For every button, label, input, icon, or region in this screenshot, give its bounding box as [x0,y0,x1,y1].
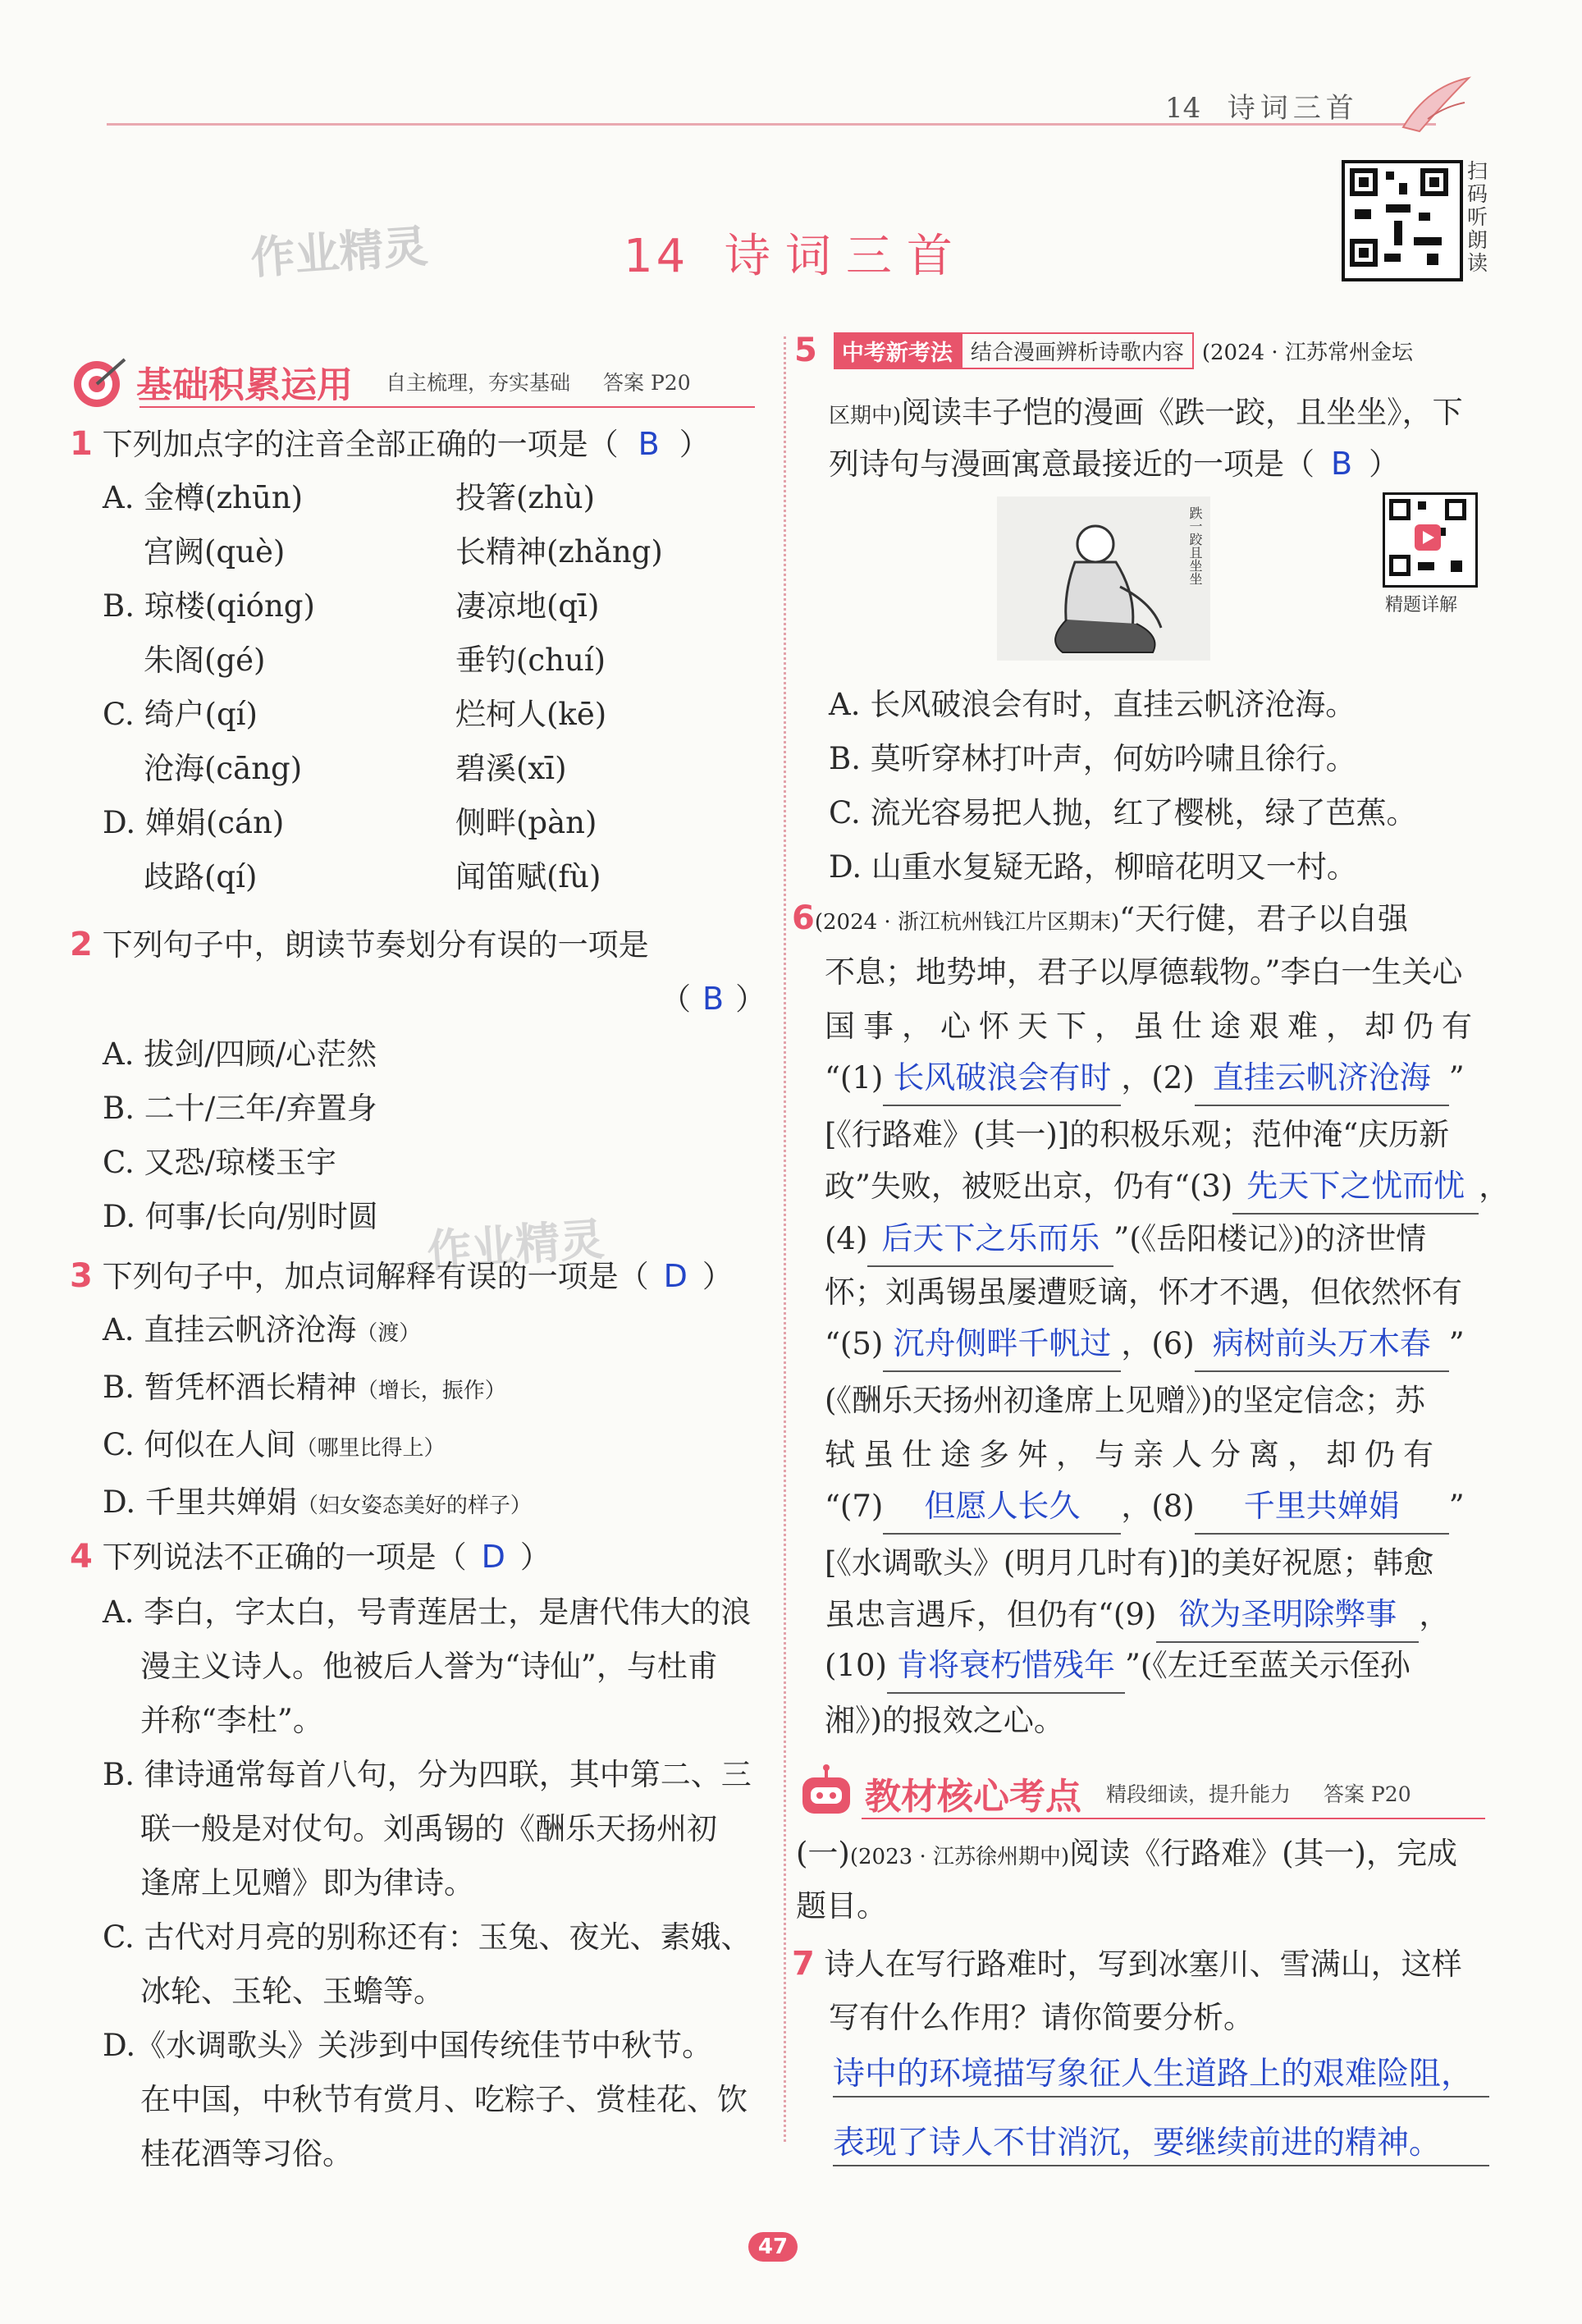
running-header [1165,85,1359,126]
question-text: 阅读丰子恺的漫画《跌一跤，且坐坐》，下 [901,395,1463,430]
question-text: 阅读《行路难》(其一)，完成 [1069,1836,1457,1871]
q1-row [103,688,775,742]
question-text: ”(《左迁至蓝关示侄孙 [1124,1648,1411,1683]
q5-header [794,332,1413,369]
q1-row [103,525,775,579]
q4-line: 桂花酒等习俗。 [140,2136,353,2171]
q4-options [103,1585,752,2181]
q1-option-cell: 朱阁(gé) [144,643,266,678]
q1-row [103,850,775,904]
q3-option [103,1303,532,1361]
q6-line: 轼虽仕途多舛，与亲人分离，却仍有 [825,1437,1442,1472]
q1-row [103,471,775,525]
question-number: 2 [70,926,93,963]
q1-option-cell: D. 婵娟(cán) [103,805,285,840]
paren-open: （ [661,981,691,1017]
q3-option [103,1361,532,1418]
paren-close: ） [735,981,766,1017]
paren-close: ） [1369,446,1400,482]
answer-blank[interactable]: 长风破浪会有时 [883,1050,1121,1106]
answer-blank[interactable]: 千里共婵娟 [1195,1479,1449,1535]
question-text: 下列句子中，加点词解释有误的一项是（ [102,1259,649,1294]
q5-source: (2024 · 江苏常州金坛 [1201,340,1413,365]
q3-answer: D [663,1258,688,1294]
q3-option-note: （增长，振作） [356,1379,506,1403]
q4-line: B. 律诗通常每首八句，分为四联，其中第二、三 [103,1757,752,1792]
page-number: 47 [748,2232,798,2262]
q1-option-cell: 沧海(cāng) [144,751,303,786]
q6-line: 湘》)的报效之心。 [825,1703,1064,1738]
q5-answer: B [1331,446,1353,482]
passage-index: (一) [796,1836,850,1871]
watermark: 作业精灵 [249,220,430,285]
comic-illustration [997,496,1210,661]
q3-stem [70,1249,733,1304]
section-subtitle: 精段细读，提升能力 [1106,1782,1292,1806]
q6-source: (2024 · 浙江杭州钱江片区期末) [814,910,1120,935]
qr-caption-char: 听 [1467,205,1488,229]
qr-caption-char: 码 [1467,182,1488,206]
q6-line: 不息；地势坤，君子以厚德载物。”李白一生关心 [825,954,1463,990]
q4-line: 联一般是对仗句。刘禹锡的《酬乐天扬州初 [140,1811,717,1846]
passage-source: (2023 · 江苏徐州期中) [849,1845,1070,1869]
question-number: 7 [792,1945,815,1983]
q5-line2 [829,386,1463,443]
section-title: 基础积累运用 [136,364,353,406]
q6-line: [《水调歌头》(明月几时有)]的美好祝愿；韩愈 [825,1545,1434,1581]
q1-option-cell: 凄凉地(qī) [455,588,600,624]
section-underline [862,1818,1485,1819]
q6-line1 [792,891,1408,949]
q6-line: 国事，心怀天下，虽仕途艰难，却仍有 [825,1009,1480,1044]
section-underline [139,406,755,408]
question-text: 下列加点字的注音全部正确的一项是（ [102,427,619,462]
paren-close: ） [679,427,710,462]
page-title [624,220,967,286]
watermark-2: 作业精灵 [425,1213,606,1278]
q2-answer: B [702,981,725,1017]
q5-source-cont: 区期中) [829,404,902,428]
q4-line: 漫主义诗人。他被后人誉为“诗仙”，与杜甫 [140,1649,718,1684]
q1-option-cell: 烂柯人(kē) [455,697,607,732]
question-number: 1 [70,425,93,463]
title-text: 诗词三首 [724,230,967,283]
new-exam-tag: 中考新考法 [834,332,961,369]
question-text: “天行健，君子以自强 [1119,901,1409,936]
q4-line: A. 李白，字太白，号青莲居士，是唐代伟大的浪 [103,1594,752,1630]
q1-row [103,742,775,796]
column-divider [784,336,786,2142]
q1-option-cell: B. 琼楼(qióng) [103,588,315,624]
section-banner-core [796,1764,1485,1822]
q3-option-note: （渡） [356,1321,421,1346]
q1-stem [70,417,710,472]
q2-option: B. 二十/三年/弃置身 [103,1091,377,1126]
qr-caption [1467,160,1492,275]
q1-options [103,471,775,904]
q3-option-text: C. 何似在人间 [103,1427,296,1462]
paren-close: ） [702,1259,733,1294]
question-number: 6 [792,899,815,937]
qr-code-icon[interactable] [1342,160,1463,281]
answer-ref: 答案 P20 [1324,1782,1411,1806]
q1-option-cell: 投箸(zhù) [455,480,596,515]
q1-answer: B [638,426,660,462]
q5-option: A. 长风破浪会有时，直挂云帆济沧海。 [829,687,1356,722]
q1-option-cell: A. 金樽(zhūn) [103,480,304,515]
question-number: 3 [70,1257,93,1295]
q3-option-text: A. 直挂云帆济沧海 [103,1312,357,1347]
question-text: 虽忠言遇斥，但仍有“(9) [825,1597,1157,1632]
q6-line-blanks-5: “(7) 但愿人长久 ，(8) 千里共婵娟 ” [825,1479,1465,1535]
section-subtitle: 自主梳理，夯实基础 [386,371,571,395]
q1-option-cell: 侧畔(pàn) [455,805,597,840]
q5-option: C. 流光容易把人抛，红了樱桃，绿了芭蕉。 [829,795,1417,830]
q7-answer-line[interactable]: 诗中的环境描写象征人生道路上的艰难险阻， [833,2053,1489,2098]
question-text: 政”失败，被贬出京，仍有“(3) [825,1169,1233,1204]
q3-option-text: D. 千里共婵娟 [103,1485,297,1520]
q1-option-cell: 歧路(qí) [144,859,258,894]
question-text: ”(《岳阳楼记》)的济世情 [1113,1221,1427,1256]
qr-detail-caption: 精题详解 [1385,595,1458,615]
answer-blank[interactable]: 先天下之忧而忧 [1232,1159,1479,1215]
q6-line: 怀；刘禹锡虽屡遭贬谪，怀才不遇，但依然怀有 [825,1274,1462,1310]
answer-blank[interactable]: 沉舟侧畔千帆过 [883,1316,1121,1372]
q6-line: (《酬乐天扬州初逢席上见赠》)的坚定信念；苏 [825,1383,1425,1418]
answer-blank[interactable]: 病树前头万木春 [1195,1316,1449,1372]
q1-option-cell: 闻笛赋(fù) [455,859,601,894]
question-number: 5 [794,332,817,369]
q1-option-cell: 垂钓(chuí) [455,643,606,678]
q3-option [103,1418,532,1475]
q4-line: D.《水调歌头》关涉到中国传统佳节中秋节。 [103,2028,713,2063]
ink-brush-icon [1395,70,1477,135]
q7-answer-line[interactable]: 表现了诗人不甘消沉，要继续前进的精神。 [833,2122,1489,2166]
q1-row [103,579,775,634]
comic-inscription: 跌一跤且坐坐 [1187,506,1203,585]
question-text: 下列说法不正确的一项是（ [102,1539,467,1575]
answer-blank[interactable]: 欲为圣明除弊事 [1156,1587,1419,1643]
q6-line-blanks-7: (10) 肯将衰朽惜残年 ”(《左迁至蓝关示侄孙 [825,1638,1411,1694]
q2-option: D. 何事/长向/别时圆 [103,1199,378,1234]
qr-caption-char: 读 [1467,251,1488,275]
q1-option-cell: 宫阙(què) [144,534,286,570]
q6-line-blanks-1: “(1) 长风破浪会有时 ，(2) 直挂云帆济沧海 ” [825,1050,1465,1106]
answer-blank[interactable]: 但愿人长久 [883,1479,1121,1535]
q4-line: C. 古代对月亮的别称还有：玉兔、夜光、素娥、 [103,1919,752,1955]
q5-line3 [829,437,1399,492]
q1-option-cell: C. 绮户(qí) [103,697,258,732]
q4-answer: D [481,1539,505,1575]
answer-blank[interactable]: 后天下之乐而乐 [867,1211,1113,1267]
target-icon [66,353,131,410]
tag-description: 结合漫画辨析诗歌内容 [961,332,1194,369]
q4-line: 逢席上见赠》即为律诗。 [140,1865,474,1901]
robot-icon [796,1764,857,1822]
q2-option: C. 又恐/琼楼玉宇 [103,1145,336,1180]
q6-line: [《行路难》(其一)]的积极乐观；范仲淹“庆历新 [825,1117,1450,1152]
question-text: 诗人在写行路难时，写到冰塞川、雪满山，这样 [824,1947,1462,1982]
q3-option-text: B. 暂凭杯酒长精神 [103,1370,357,1405]
q3-option-note: （哪里比得上） [295,1436,446,1461]
qr-caption-char: 朗 [1467,228,1488,252]
q4-line: 在中国，中秋节有赏月、吃粽子、赏桂花、饮 [140,2082,748,2117]
qr-code-icon[interactable] [1383,492,1478,588]
question-text: 写有什么作用？请你简要分析。 [829,2000,1254,2035]
q4-line: 并称“李杜”。 [140,1703,323,1738]
q5-options [829,678,1417,894]
passage-line1 [796,1827,1457,1884]
q2-answer-line [661,972,766,1027]
title-no: 14 [624,230,689,283]
q7-stem [792,1937,1462,1992]
q6-line-blanks-6: 虽忠言遇斥，但仍有“(9) 欲为圣明除弊事 ， [825,1587,1449,1643]
q1-option-cell: 长精神(zhǎng) [455,534,663,570]
answer-blank[interactable]: 肯将衰朽惜残年 [887,1638,1125,1694]
answer-blank[interactable]: 直挂云帆济沧海 [1195,1050,1449,1106]
q6-line-blanks-2: 政”失败，被贬出京，仍有“(3) 先天下之忧而忧 ， [825,1159,1509,1215]
question-number: 4 [70,1538,93,1576]
paren-close: ） [519,1539,551,1575]
q2-options [103,1027,378,1244]
q3-option [103,1475,532,1533]
question-text: 下列句子中，朗读节奏划分有误的一项是 [102,927,649,963]
section-banner-basic [66,353,755,410]
header-lesson-title: 诗词三首 [1227,92,1359,125]
q5-option: B. 莫听穿林打叶声，何妨吟啸且徐行。 [829,741,1356,776]
q3-options [103,1303,532,1533]
q2-stem [70,917,649,972]
q2-option: A. 拔剑/四顾/心茫然 [103,1036,377,1072]
q1-option-cell: 碧溪(xī) [455,751,567,786]
passage-line2: 题目。 [796,1888,887,1924]
header-lesson-no: 14 [1165,92,1201,125]
q6-line-blanks-3: (4) 后天下之乐而乐 ”(《岳阳楼记》)的济世情 [825,1211,1426,1267]
answer-ref: 答案 P20 [603,371,691,395]
question-text: 列诗句与漫画寓意最接近的一项是（ [829,446,1315,482]
section-title: 教材核心考点 [865,1776,1081,1818]
q1-row [103,634,775,688]
q1-row [103,796,775,850]
q4-line: 冰轮、玉轮、玉蟾等。 [140,1974,444,2009]
q6-line-blanks-4: “(5) 沉舟侧畔千帆过 ，(6) 病树前头万木春 ” [825,1316,1465,1372]
qr-caption-char: 扫 [1467,159,1488,183]
q3-option-note: （妇女姿态美好的样子） [296,1494,532,1518]
q5-option: D. 山重水复疑无路，柳暗花明又一村。 [829,849,1357,885]
q4-stem [70,1530,551,1585]
